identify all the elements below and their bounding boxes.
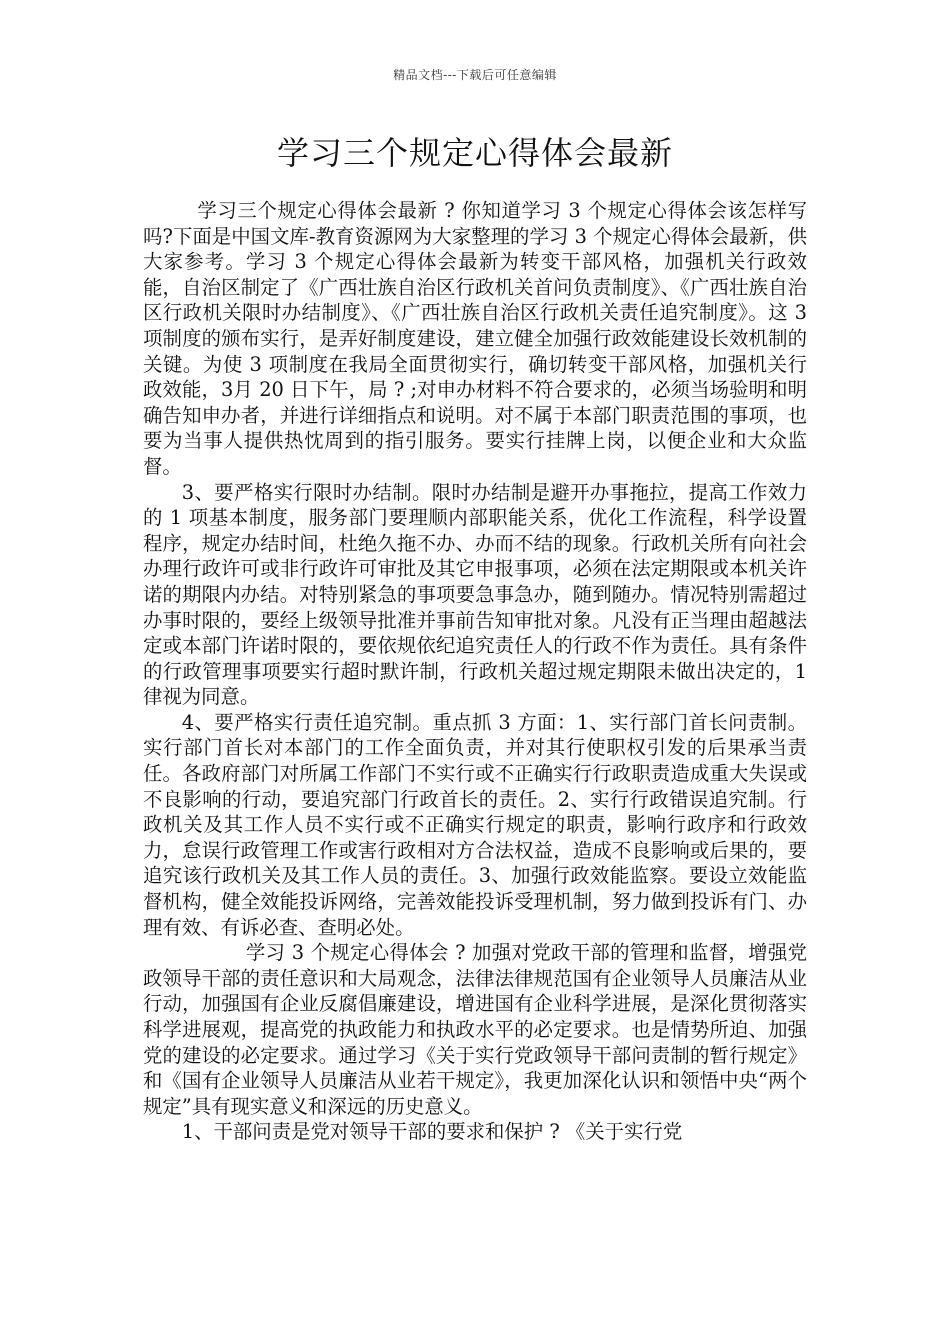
header-note: 精品文档---下载后可任意编辑	[393, 68, 557, 82]
paragraph-cadre-accountability: 1、干部问责是党对领导干部的要求和保护 ? 《关于实行党	[181, 1120, 683, 1144]
document-body	[143, 198, 807, 1145]
paragraph-intro: 学习三个规定心得体会最新 ? 你知道学习 3 个规定心得体会该怎样写吗?下面是中国文库-教育资源网为大家整理的学习 3 个规定心得体会最新，供大家参考。学习 3 个规定心得体会最新为转变干部风格，加强机关行政效能，自治区制定了《广西壮族自治区行政机关首问负责制度》、《广西壮族自治区行政机关限时办结制度》、《广西壮族自治区行政机关责任追究制度》。这 3 项制度的颁布实行，是弄好制度建设，建立健全加强行政效能建设长效机制的关键。为使 3 项制度在我局全面贯彻实行，确切转变干部风格，加强机关行政效能，3月 20 日下午，局 ? ;对申办材料不符合要求的，必须当场验明和明确告知申办者，并进行详细指点和说明。对不属于本部门职责范围的事项，也要为当事人提供热忱周到的指引服务。要实行挂牌上岗，以便企业和大众监督。	[143, 199, 807, 478]
paragraph-two-rules: 学习 3 个规定心得体会 ? 加强对党政干部的管理和监督，增强党政领导干部的责任意识和大局观念，法律法律规范国有企业领导人员廉洁从业行动，加强国有企业反腐倡廉建设，增进国有企业科学进展，是深化贯彻落实科学进展观，提高党的执政能力和执政水平的必定要求。也是情势所迫、加强党的建设的必定要求。通过学习《关于实行党政领导干部问责制的暂行规定》和《国有企业领导人员廉洁从业若干规定》，我更加深化认识和领悟中央“两个规定”具有现实意义和深远的历史意义。	[143, 941, 807, 1118]
paragraph-accountability: 4、要严格实行责任追究制。重点抓 3 方面：1、实行部门首长问责制。实行部门首长对本部门的工作全面负责，并对其行使职权引发的后果承当责任。各政府部门对所属工作部门不实行或不正确实行行政职责造成重大失误或不良影响的行动，要追究部门行政首长的责任。2、实行行政错误追究制。行政机关及其工作人员不实行或不正确实行规定的职责，影响行政序和行政效力，怠误行政管理工作或害行政相对方合法权益，造成不良影响或后果的，要追究该行政机关及其工作人员的责任。3、加强行政效能监察。要设立效能监督机构，健全效能投诉网络，完善效能投诉受理机制，努力做到投诉有门、办理有效、有诉必查、查明必处。	[143, 710, 807, 939]
paragraph-time-limit: 3、要严格实行限时办结制。限时办结制是避开办事拖拉，提高工作效力的 1 项基本制度，服务部门要理顺内部职能关系，优化工作流程，科学设置程序，规定办结时间，杜绝久拖不办、办而不结的现象。行政机关所有向社会办理行政许可或非行政许可审批及其它申报事项，必须在法定期限或本机关许诺的期限内办结。对特别紧急的事项要急事急办，随到随办。情况特别需超过办事时限的，要经上级领导批准并事前告知审批对象。凡没有正当理由超越法定或本部门许诺时限的，要依规依纪追究责任人的行政不作为责任。具有条件的行政管理事项要实行超时默许制，行政机关超过规定期限未做出决定的，1 律视为同意。	[143, 480, 807, 709]
document-title: 学习三个规定心得体会最新	[276, 134, 673, 172]
